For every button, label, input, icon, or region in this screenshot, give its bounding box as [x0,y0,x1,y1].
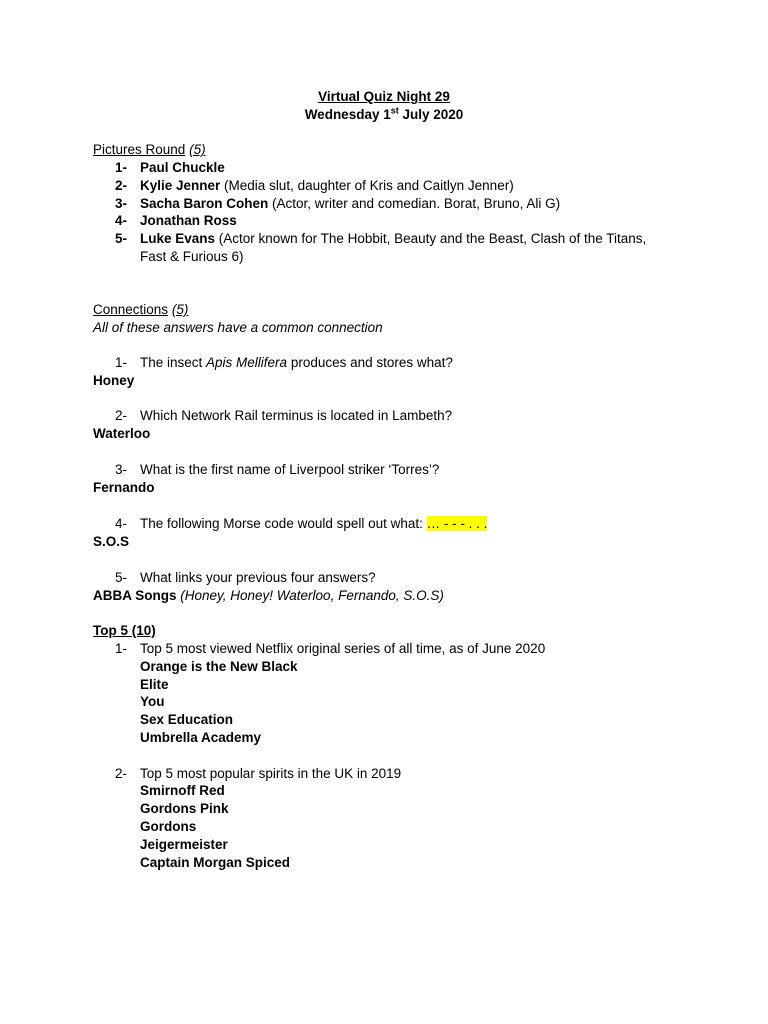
pictures-item-name: Jonathan Ross [140,213,237,228]
morse-code-highlight: … - - - . . . [426,516,488,531]
list-item: Smirnoff Red [140,783,225,798]
list-item: Gordons [140,819,197,834]
question-text-part: The following Morse code would spell out what: [140,516,427,531]
question-text: Which Network Rail terminus is located in Lambeth? [140,408,453,423]
connections-heading-text: Connections [93,302,169,317]
pictures-item-note: (Media slut, daughter of Kris and Caitlyn Jenner) [220,178,514,193]
list-item: Umbrella Academy [140,730,262,745]
pictures-item [140,230,646,248]
date-prefix: Wednesday 1 [304,107,391,122]
pictures-item-name: Luke Evans [140,231,216,246]
question-text: What is the first name of Liverpool striker ‘Torres’? [140,462,440,477]
question-text [140,515,487,533]
list-item: Sex Education [140,712,234,727]
date-month-year: July 2020 [398,107,464,122]
top5-heading: Top 5 (10) [93,623,156,638]
answer-note: (Honey, Honey! Waterloo, Fernando, S.O.S) [176,588,444,603]
answer: S.O.S [93,534,130,549]
pictures-item-number: 5- [115,231,128,246]
question-text-part: The insect [140,355,207,370]
question-text: Top 5 most popular spirits in the UK in 2019 [140,766,402,781]
pictures-item-name: Kylie Jenner [140,178,221,193]
question-number: 1- [115,355,128,370]
list-item: You [140,694,165,709]
list-item: Elite [140,677,169,692]
question-number: 5- [115,570,128,585]
pictures-item-note: (Actor, writer and comedian. Borat, Bruno, Ali G) [268,196,561,211]
question-text: Top 5 most viewed Netflix original series of all time, as of June 2020 [140,641,546,656]
document-date [0,106,768,124]
connections-heading [93,301,188,319]
question-number: 1- [115,641,128,656]
pictures-item-name: Sacha Baron Cohen [140,196,269,211]
list-item: Orange is the New Black [140,659,298,674]
list-item: Gordons Pink [140,801,229,816]
pictures-item [140,159,225,177]
question-number: 3- [115,462,128,477]
pictures-item-note: (Actor known for The Hobbit, Beauty and the Beast, Clash of the Titans, [215,231,647,246]
pictures-item-number: 2- [115,178,128,193]
pictures-item-name: Paul Chuckle [140,160,225,175]
pictures-heading-text: Pictures Round [93,142,186,157]
answer: Waterloo [93,426,151,441]
pictures-item [140,195,560,213]
pictures-points: (5) [189,142,206,157]
pictures-round-heading [93,141,206,159]
document-title: Virtual Quiz Night 29 [318,89,450,104]
pictures-item-number: 1- [115,160,128,175]
question-text: What links your previous four answers? [140,570,376,585]
answer: Fernando [93,480,155,495]
answer [93,587,444,605]
question-number: 2- [115,408,128,423]
list-item: Captain Morgan Spiced [140,855,291,870]
pictures-item [140,212,237,230]
question-text [140,354,453,372]
date-suffix-sup: st [390,105,399,116]
question-text-emphasis: Apis Mellifera [206,355,288,370]
answer-main: ABBA Songs [93,588,177,603]
pictures-item-number: 3- [115,196,128,211]
pictures-item [140,177,514,195]
pictures-item-number: 4- [115,213,128,228]
answer: Honey [93,373,135,388]
list-item: Jeigermeister [140,837,228,852]
question-number: 4- [115,516,128,531]
question-text-part: produces and stores what? [287,355,453,370]
connections-intro: All of these answers have a common connection [93,320,383,335]
pictures-item-note-continued: Fast & Furious 6) [140,249,244,264]
connections-points: (5) [171,302,189,317]
question-number: 2- [115,766,128,781]
